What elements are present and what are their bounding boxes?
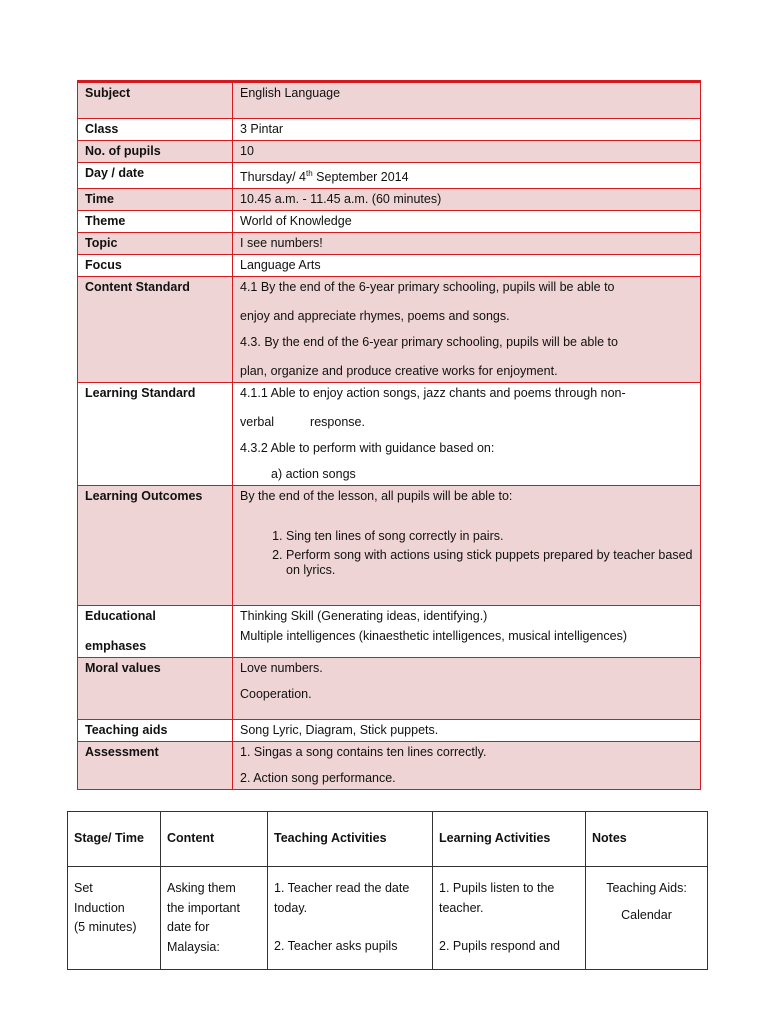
- assessment-value: [233, 742, 701, 790]
- educational-emphases-value: [233, 606, 701, 658]
- learning-step: 2. Pupils respond and: [439, 939, 560, 953]
- moral-line: Cooperation.: [240, 687, 312, 702]
- focus-label: Focus: [78, 255, 233, 277]
- edu-line: Thinking Skill (Generating ideas, identifying.): [240, 609, 488, 624]
- date-rest: September 2014: [312, 170, 409, 185]
- stage-line: Induction: [74, 900, 125, 915]
- stage-line: (5 minutes): [74, 920, 137, 934]
- teaching-activities-cell: [268, 867, 433, 970]
- learning-outcomes-value: [233, 486, 701, 606]
- row-date: [78, 163, 701, 189]
- content-standard-label: Content Standard: [78, 277, 233, 383]
- row-class: [78, 119, 701, 141]
- learning-standard-value: [233, 383, 701, 486]
- assessment-line: 2. Action song performance.: [240, 771, 396, 786]
- learning-standard-word: verbal: [240, 415, 275, 430]
- row-learning-outcomes: [78, 486, 701, 606]
- row-content-standard: [78, 277, 701, 383]
- row-subject: [78, 82, 701, 119]
- content-standard-value: [233, 277, 701, 383]
- outcome-item: 2. Perform song with actions using stick puppets prepared by teacher based on lyrics.: [286, 548, 693, 578]
- content-line: the important: [167, 900, 240, 915]
- assessment-line: 1. Singas a song contains ten lines correctly.: [240, 745, 487, 760]
- row-moral-values: [78, 658, 701, 720]
- header-learning-activities: Learning Activities: [433, 812, 586, 867]
- teaching-aids-label: Teaching aids: [78, 720, 233, 742]
- plan-header-row: [68, 812, 708, 867]
- row-focus: [78, 255, 701, 277]
- content-line: date for: [167, 920, 210, 934]
- stage-line: Set: [74, 881, 93, 895]
- outcomes-intro: By the end of the lesson, all pupils will be able to:: [240, 489, 513, 504]
- time-label: Time: [78, 189, 233, 211]
- header-teaching-activities: Teaching Activities: [268, 812, 433, 867]
- row-pupils: [78, 141, 701, 163]
- date-value: [233, 163, 701, 189]
- learning-outcomes-label: Learning Outcomes: [78, 486, 233, 606]
- date-ordinal-suffix: th: [306, 169, 313, 178]
- moral-line: Love numbers.: [240, 661, 323, 676]
- content-line: plan, organize and produce creative works for enjoyment.: [240, 364, 558, 379]
- educational-emphases-label: [78, 606, 233, 658]
- content-line: Malaysia:: [167, 939, 220, 954]
- focus-value: Language Arts: [233, 255, 701, 277]
- plan-row-set-induction: [68, 867, 708, 970]
- time-value: 10.45 a.m. - 11.45 a.m. (60 minutes): [233, 189, 701, 211]
- row-assessment: [78, 742, 701, 790]
- notes-line: Teaching Aids:: [606, 881, 687, 895]
- learning-standard-line: 4.3.2 Able to perform with guidance based on:: [240, 441, 495, 456]
- row-theme: [78, 211, 701, 233]
- theme-label: Theme: [78, 211, 233, 233]
- teaching-step: 1. Teacher read the date today.: [274, 881, 410, 915]
- notes-line: Calendar: [621, 907, 672, 922]
- teaching-step: 2. Teacher asks pupils: [274, 939, 398, 953]
- teaching-aids-value: Song Lyric, Diagram, Stick puppets.: [233, 720, 701, 742]
- class-label: Class: [78, 119, 233, 141]
- edu-line: Multiple intelligences (kinaesthetic intelligences, musical intelligences): [240, 629, 627, 644]
- content-cell: [161, 867, 268, 970]
- outcome-item: 1. Sing ten lines of song correctly in pairs.: [286, 529, 693, 544]
- notes-cell: [586, 867, 708, 970]
- row-topic: [78, 233, 701, 255]
- edu-label-line: Educational: [85, 609, 156, 624]
- edu-label-line: emphases: [85, 639, 147, 654]
- row-time: [78, 189, 701, 211]
- learning-standard-label: Learning Standard: [78, 383, 233, 486]
- header-content: Content: [161, 812, 268, 867]
- theme-value: World of Knowledge: [233, 211, 701, 233]
- content-line: enjoy and appreciate rhymes, poems and songs.: [240, 309, 510, 324]
- row-teaching-aids: [78, 720, 701, 742]
- content-line: 4.1 By the end of the 6-year primary schooling, pupils will be able to: [240, 280, 615, 295]
- row-educational-emphases: [78, 606, 701, 658]
- learning-activities-cell: [433, 867, 586, 970]
- row-learning-standard: [78, 383, 701, 486]
- moral-values-label: Moral values: [78, 658, 233, 720]
- header-notes: Notes: [586, 812, 708, 867]
- outcomes-list: [240, 529, 693, 578]
- class-value: 3 Pintar: [233, 119, 701, 141]
- subject-value: English Language: [233, 82, 701, 119]
- subject-label: Subject: [78, 82, 233, 119]
- lesson-details-table: [77, 80, 701, 790]
- pupils-value: 10: [233, 141, 701, 163]
- topic-label: Topic: [78, 233, 233, 255]
- assessment-label: Assessment: [78, 742, 233, 790]
- topic-value: I see numbers!: [233, 233, 701, 255]
- learning-step: 1. Pupils listen to the teacher.: [439, 881, 555, 915]
- stage-cell: [68, 867, 161, 970]
- lesson-plan-table: [67, 811, 708, 970]
- learning-standard-line: a) action songs: [271, 467, 356, 482]
- content-line: 4.3. By the end of the 6-year primary schooling, pupils will be able to: [240, 335, 618, 350]
- content-line: Asking them: [167, 881, 236, 895]
- moral-values-value: [233, 658, 701, 720]
- pupils-label: No. of pupils: [78, 141, 233, 163]
- learning-standard-line: [240, 415, 693, 430]
- learning-standard-line: 4.1.1 Able to enjoy action songs, jazz chants and poems through non-: [240, 386, 626, 401]
- learning-standard-word: response.: [310, 415, 365, 430]
- header-stage-time: Stage/ Time: [68, 812, 161, 867]
- date-prefix: Thursday/ 4: [240, 170, 307, 185]
- date-label: Day / date: [78, 163, 233, 189]
